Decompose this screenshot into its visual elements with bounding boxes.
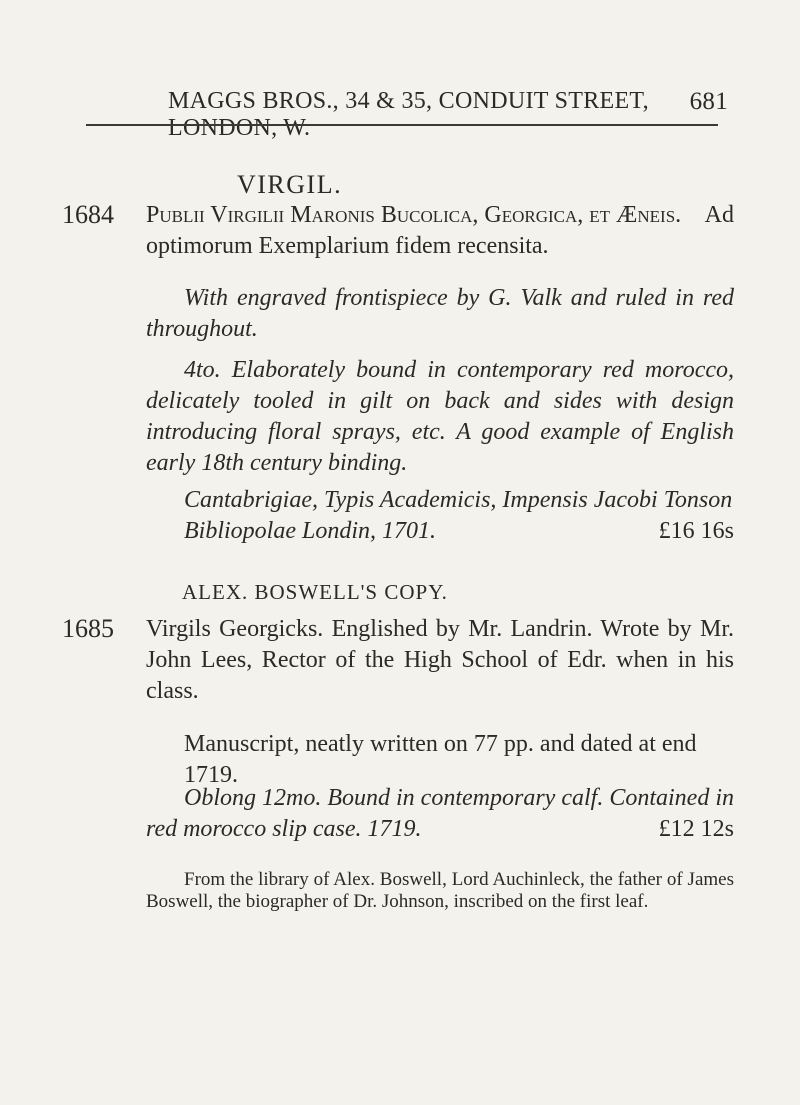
running-header: [168, 88, 728, 142]
entry-price: £12 12s: [658, 816, 734, 842]
lot-number: 1685: [62, 614, 114, 643]
entry-title-continued: optimorum Exemplarium fidem recensita.: [146, 233, 549, 259]
section-author-heading: VIRGIL.: [237, 170, 343, 199]
entry-provenance-note: From the library of Alex. Boswell, Lord Auchinleck, the father of James Boswell, the biographer of Dr. Johnson, inscribed on the first leaf.: [146, 869, 734, 912]
entry-title-end: Ad: [704, 202, 734, 228]
page-number: 681: [689, 88, 728, 115]
header-text: MAGGS BROS., 34 & 35, CONDUIT STREET, LONDON, W.: [168, 88, 649, 141]
entry-price: £16 16s: [658, 518, 734, 544]
entry-title: [146, 200, 734, 262]
lot-number: 1684: [62, 200, 114, 229]
entry-imprint: Cantabrigiae, Typis Academicis, Impensis Jacobi Tonson Bibliopolae Londin, 1701.: [184, 487, 733, 544]
entry-engraving-note: With engraved frontispiece by G. Valk and ruled in red throughout.: [146, 285, 734, 342]
provenance-heading: ALEX. BOSWELL'S COPY.: [182, 580, 448, 604]
entry-title-text: Publii Virgilii Maronis Bucolica, Georgica, et Æneis.: [146, 202, 682, 228]
entry-title: Virgils Georgicks. Englished by Mr. Landrin. Wrote by Mr. John Lees, Rector of the High School of Edr. when in his class.: [146, 616, 734, 704]
entry-binding-description: 4to. Elaborately bound in contemporary red morocco, delicately tooled in gilt on back and sides with design introducing floral sprays, etc. A good example of English early 18th century binding.: [146, 357, 734, 476]
entry-imprint-block: [146, 485, 734, 547]
header-rule: [86, 124, 718, 126]
entry-manuscript-note: Manuscript, neatly written on 77 pp. and dated at end 1719.: [184, 731, 697, 788]
entry-binding-description: Oblong 12mo. Bound in contemporary calf. Contained in red morocco slip case. 1719.: [146, 785, 734, 842]
